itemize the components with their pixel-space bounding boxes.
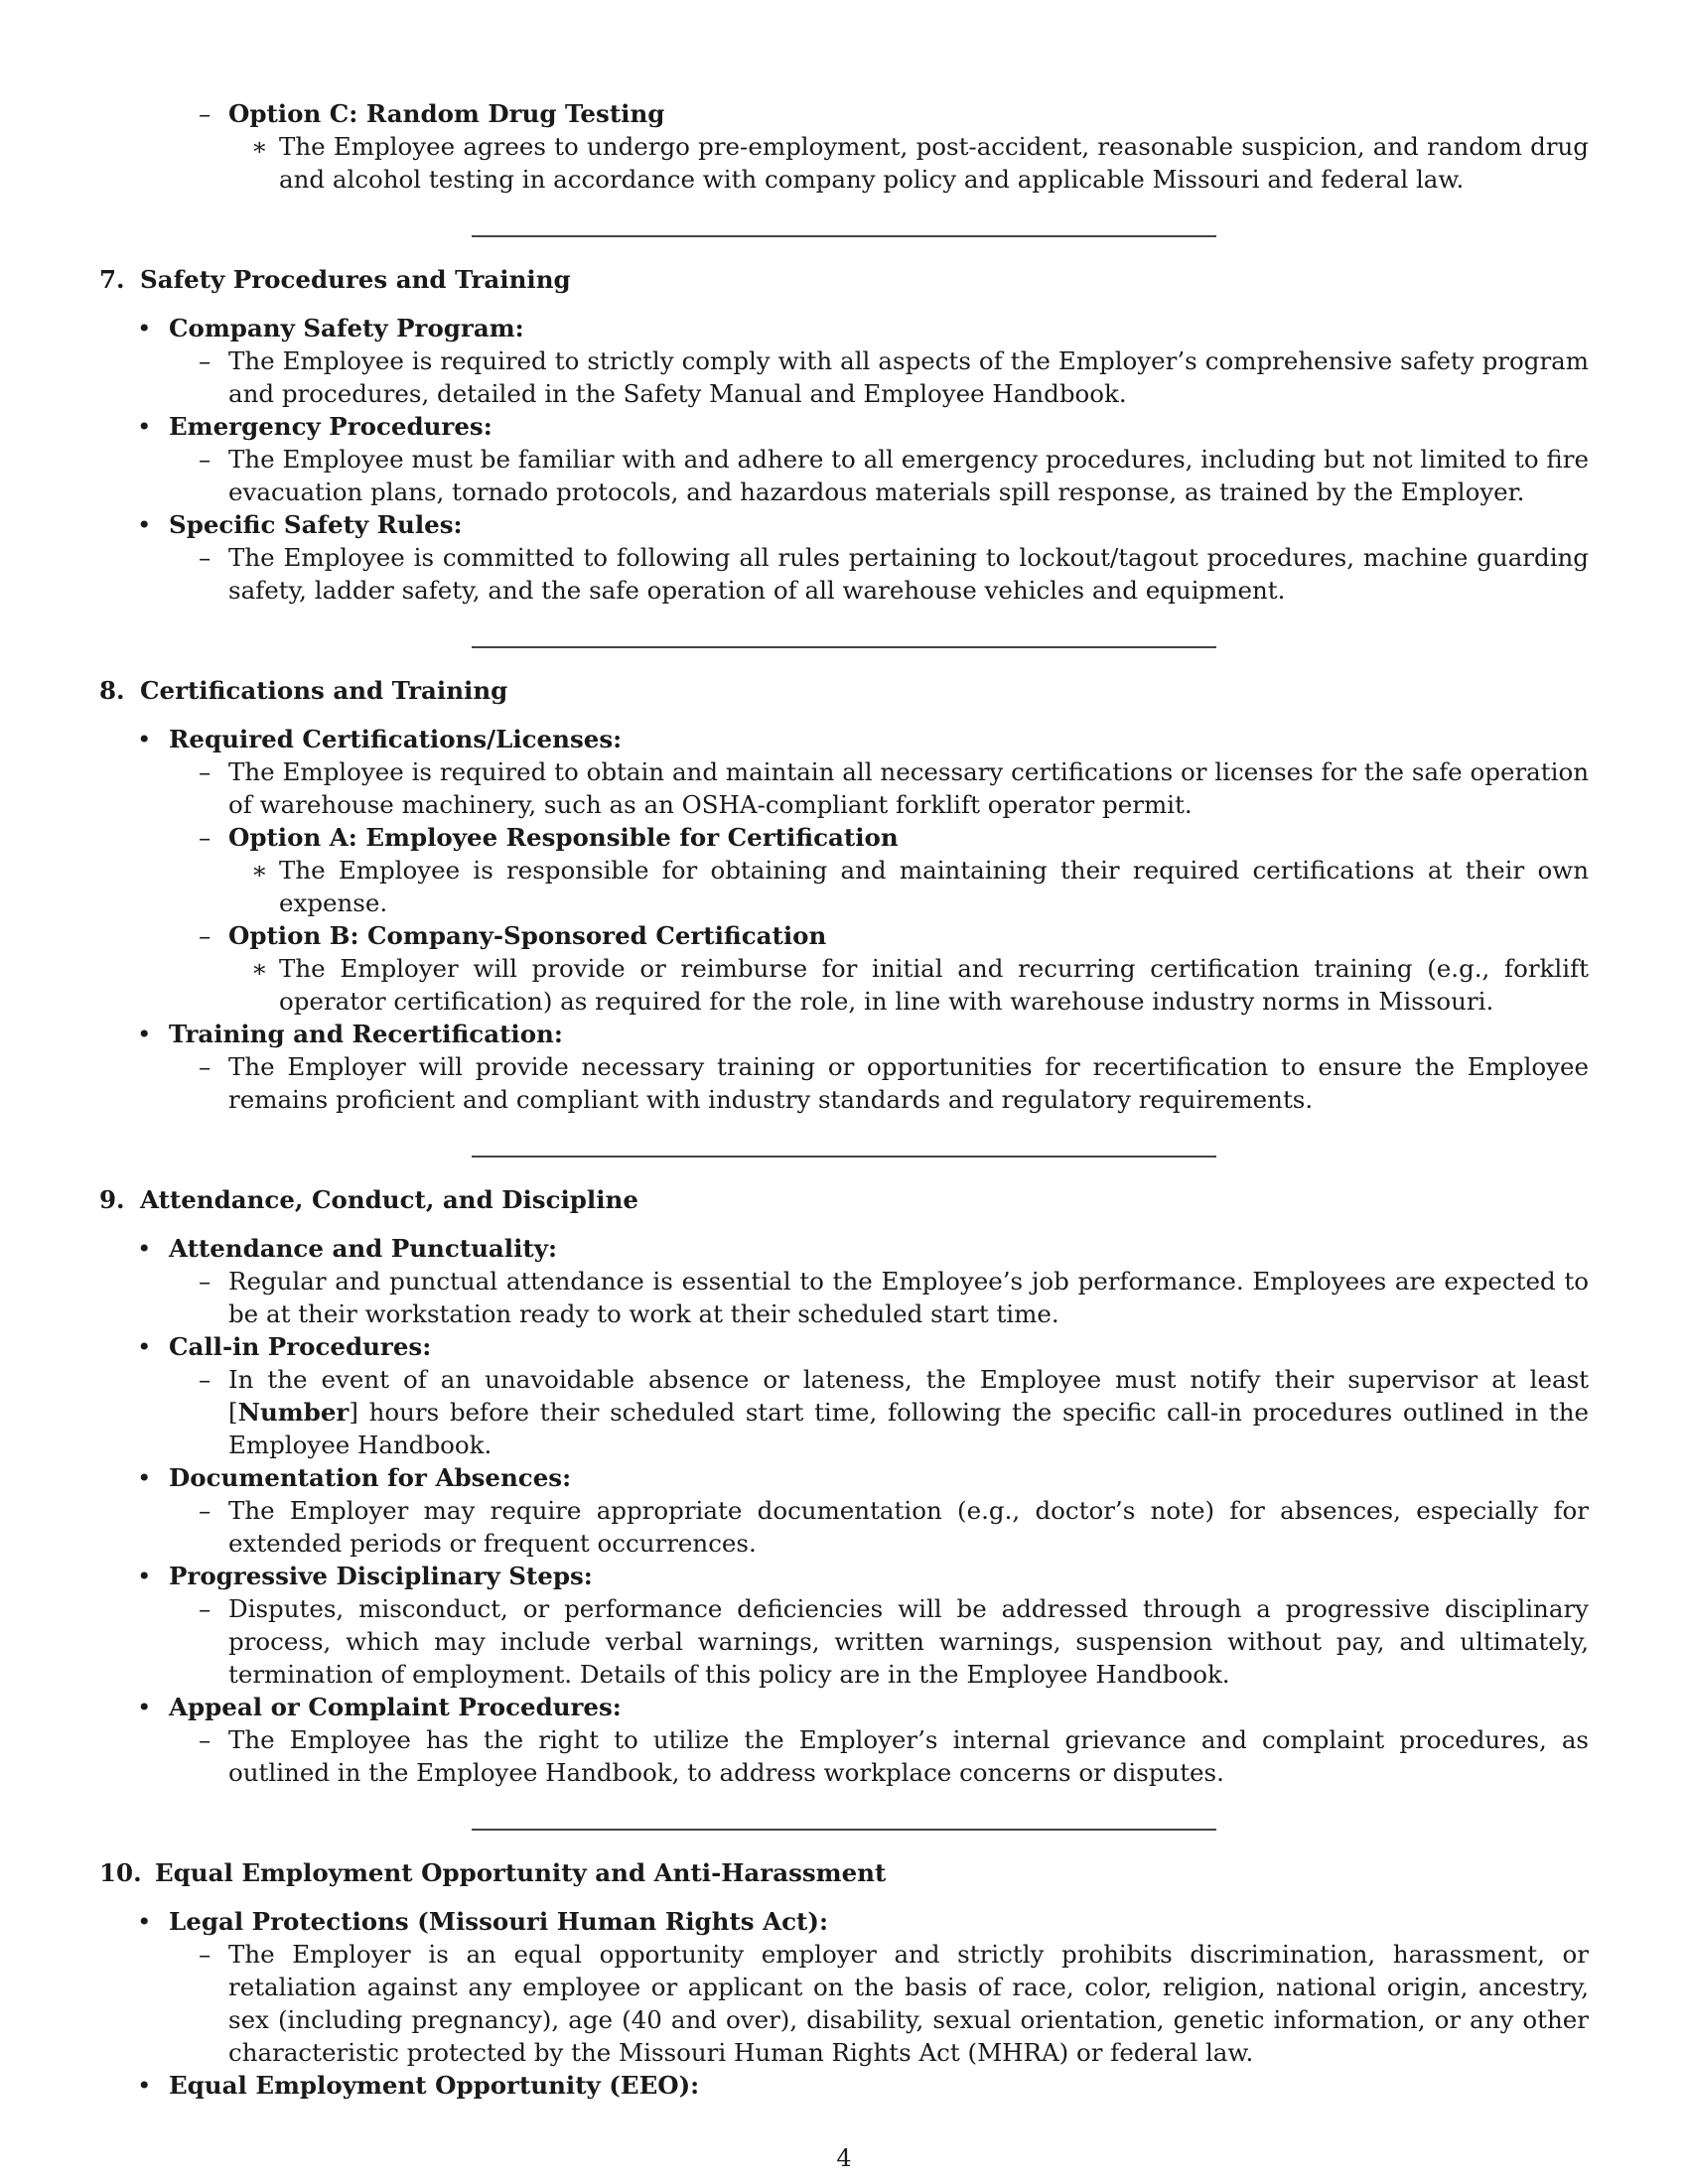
bullet-text: The Employer will provide necessary training or opportunities for recertification to ensure the Employee remains proficient and compliant with industry standards and regulatory requirements. <box>228 1052 1589 1114</box>
bullet-text: The Employer may require appropriate documentation (e.g., doctor’s note) for absences, especially for extended periods or frequent occurrences. <box>228 1496 1589 1558</box>
bullet-item <box>99 1232 1589 1265</box>
dash-marker: – <box>199 1052 211 1081</box>
section-number: 9. <box>99 1185 125 1214</box>
dash-marker: – <box>199 921 211 950</box>
bullet-heading: Required Certifications/Licenses: <box>169 725 623 753</box>
number-placeholder: Number <box>237 1398 350 1427</box>
bullet-marker: • <box>137 1907 152 1936</box>
bullet-marker: • <box>137 1463 152 1492</box>
option-b-item <box>99 919 1589 952</box>
bullet-item <box>99 1018 1589 1050</box>
dash-marker: – <box>199 823 211 852</box>
section-title: Equal Employment Opportunity and Anti-Harassment <box>155 1858 887 1887</box>
bullet-heading: Documentation for Absences: <box>169 1463 572 1492</box>
bullet-item <box>99 1905 1589 1938</box>
bullet-detail <box>99 1592 1589 1691</box>
bullet-heading: Progressive Disciplinary Steps: <box>169 1562 593 1590</box>
bullet-item <box>99 1461 1589 1494</box>
option-a-title: Option A: Employee Responsible for Certification <box>228 823 899 852</box>
bullet-marker: • <box>137 510 152 539</box>
bullet-marker: • <box>137 314 152 342</box>
bullet-text: Regular and punctual attendance is essential to the Employee’s job performance. Employees are expected to be at their workstation ready to work at their scheduled start time. <box>228 1267 1589 1328</box>
dash-marker: – <box>199 757 211 786</box>
section-7-heading <box>99 263 1589 296</box>
bullet-detail <box>99 443 1589 508</box>
bullet-marker: • <box>137 1234 152 1263</box>
section-title: Certifications and Training <box>140 676 508 705</box>
dash-marker: – <box>199 445 211 474</box>
bullet-heading: Specific Safety Rules: <box>169 510 463 539</box>
option-b-detail <box>99 952 1589 1018</box>
bullet-text: The Employee is required to strictly comply with all aspects of the Employer’s comprehensive safety program and procedures, detailed in the Safety Manual and Employee Handbook. <box>228 346 1589 408</box>
dash-marker: – <box>199 543 211 572</box>
bullet-item <box>99 508 1589 541</box>
option-a-detail <box>99 854 1589 919</box>
section-number: 10. <box>99 1858 142 1887</box>
option-b-title: Option B: Company-Sponsored Certification <box>228 921 827 950</box>
callin-text-after: ] hours before their scheduled start time, following the specific call-in procedures outlined in the Employee Handbook. <box>228 1398 1589 1459</box>
bullet-detail <box>99 755 1589 821</box>
option-b-text: The Employer will provide or reimburse for initial and recurring certification training (e.g., forklift operator certification) as required for the role, in line with warehouse industry norms in Missouri. <box>279 954 1589 1016</box>
option-a-text: The Employee is responsible for obtaining and maintaining their required certifications at their own expense. <box>279 856 1589 917</box>
asterisk-marker: ∗ <box>251 856 268 885</box>
bullet-detail <box>99 1723 1589 1789</box>
dash-marker: – <box>199 1725 211 1754</box>
bullet-text: The Employee must be familiar with and adhere to all emergency procedures, including but not limited to fire evacuation plans, tornado protocols, and hazardous materials spill response, as trained by the Employer. <box>228 445 1589 506</box>
bullet-text: The Employee is required to obtain and maintain all necessary certifications or licenses for the safe operation of warehouse machinery, such as an OSHA-compliant forklift operator permit. <box>228 757 1589 819</box>
bullet-detail <box>99 1363 1589 1461</box>
dash-marker: – <box>199 1594 211 1623</box>
bullet-heading: Equal Employment Opportunity (EEO): <box>169 2071 700 2100</box>
bullet-item <box>99 723 1589 755</box>
bullet-marker: • <box>137 412 152 441</box>
option-a-item <box>99 821 1589 854</box>
bullet-item <box>99 312 1589 344</box>
bullet-heading: Emergency Procedures: <box>169 412 492 441</box>
bullet-item <box>99 1330 1589 1363</box>
section-title: Attendance, Conduct, and Discipline <box>140 1185 638 1214</box>
bullet-detail <box>99 1265 1589 1330</box>
section-10-heading <box>99 1856 1589 1889</box>
section-title: Safety Procedures and Training <box>140 265 571 294</box>
bullet-item <box>99 2069 1589 2102</box>
bullet-detail <box>99 344 1589 410</box>
bullet-text: The Employer is an equal opportunity employer and strictly prohibits discrimination, harassment, or retaliation against any employee or applicant on the basis of race, color, religion, national origin, ancestry, sex (including pregnancy), age (40 and over), disability, sexual orientation, genetic information, or any other characteristic protected by the Missouri Human Rights Act (MHRA) or federal law. <box>228 1940 1589 2067</box>
bullet-detail <box>99 1494 1589 1560</box>
dash-marker: – <box>199 1940 211 1969</box>
bullet-heading: Legal Protections (Missouri Human Rights Act): <box>169 1907 828 1936</box>
dash-marker: – <box>199 1365 211 1394</box>
bullet-item <box>99 1560 1589 1592</box>
dash-marker: – <box>199 346 211 375</box>
section-number: 8. <box>99 676 125 705</box>
dash-marker: – <box>199 1496 211 1525</box>
bullet-detail <box>99 1938 1589 2069</box>
bullet-text: Disputes, misconduct, or performance deficiencies will be addressed through a progressive disciplinary process, which may include verbal warnings, written warnings, suspension without pay, and ultimately, termination of employment. Details of this policy are in the Employee Handbook. <box>228 1594 1589 1689</box>
option-c-detail <box>99 130 1589 196</box>
section-number: 7. <box>99 265 125 294</box>
bullet-marker: • <box>137 1020 152 1048</box>
page-content <box>99 97 1589 2102</box>
callin-text-before: In the event of an unavoidable absence or lateness, the Employee must notify their supervisor at least [ <box>228 1365 1589 1427</box>
option-c-text: The Employee agrees to undergo pre-employment, post-accident, reasonable suspicion, and random drug and alcohol testing in accordance with company policy and applicable Missouri and federal law. <box>279 132 1589 194</box>
bullet-text: The Employee is committed to following all rules pertaining to lockout/tagout procedures, machine guarding safety, ladder safety, and the safe operation of all warehouse vehicles and equipment. <box>228 543 1589 605</box>
asterisk-marker: ∗ <box>251 132 268 161</box>
dash-marker: – <box>199 1267 211 1296</box>
bullet-heading: Training and Recertification: <box>169 1020 563 1048</box>
bullet-text: The Employee has the right to utilize the Employer’s internal grievance and complaint procedures, as outlined in the Employee Handbook, to address workplace concerns or disputes. <box>228 1725 1589 1787</box>
section-9-heading <box>99 1183 1589 1216</box>
dash-marker: – <box>199 99 211 128</box>
bullet-heading: Attendance and Punctuality: <box>169 1234 557 1263</box>
bullet-item <box>99 1691 1589 1723</box>
bullet-marker: • <box>137 725 152 753</box>
option-c-title: Option C: Random Drug Testing <box>228 99 665 128</box>
bullet-heading: Company Safety Program: <box>169 314 524 342</box>
bullet-detail <box>99 541 1589 607</box>
bullet-heading: Call-in Procedures: <box>169 1332 432 1361</box>
bullet-marker: • <box>137 1693 152 1721</box>
option-c-item <box>99 97 1589 130</box>
section-8-heading <box>99 674 1589 707</box>
bullet-marker: • <box>137 2071 152 2100</box>
bullet-marker: • <box>137 1332 152 1361</box>
asterisk-marker: ∗ <box>251 954 268 983</box>
page-number: 4 <box>836 2144 852 2172</box>
bullet-item <box>99 410 1589 443</box>
bullet-marker: • <box>137 1562 152 1590</box>
bullet-detail <box>99 1050 1589 1116</box>
bullet-heading: Appeal or Complaint Procedures: <box>169 1693 622 1721</box>
